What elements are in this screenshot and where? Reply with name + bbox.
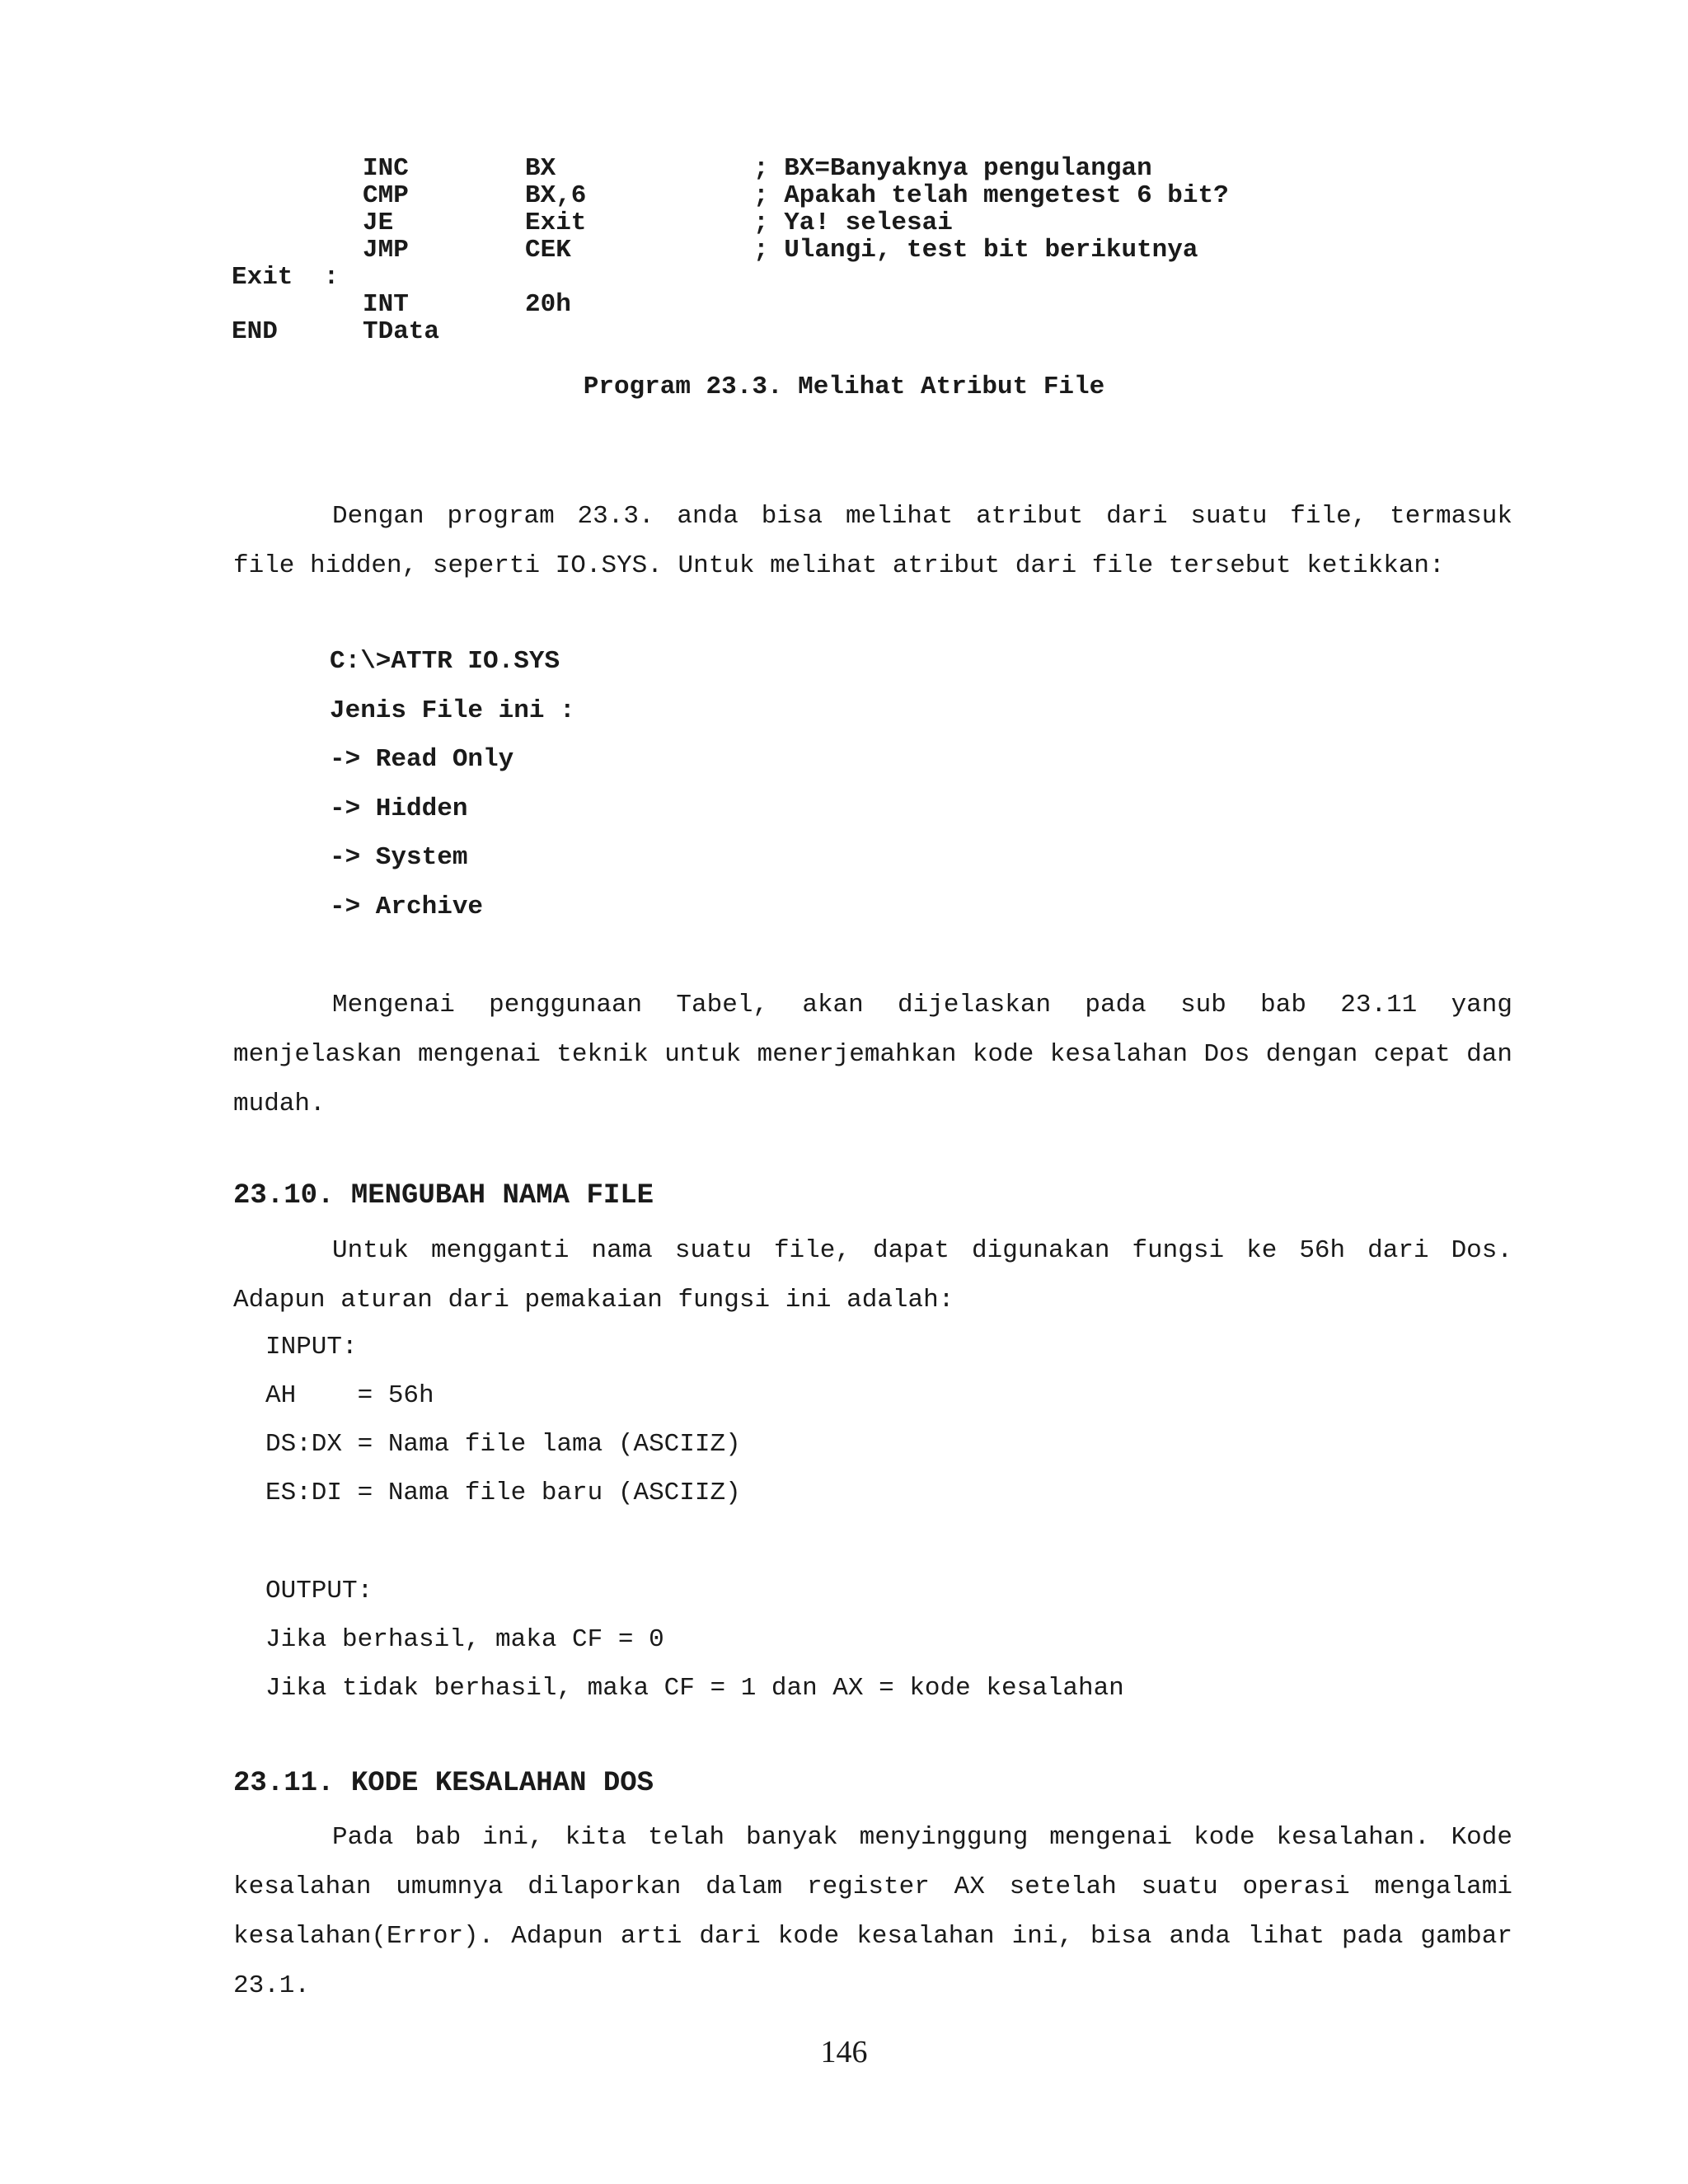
code-label: Exit : [232, 263, 340, 292]
paragraph-table-note [233, 981, 1512, 1129]
code-arg: BX,6 [525, 181, 587, 210]
paragraph-text: Dengan program 23.3. anda bisa melihat atribut dari suatu file, termasuk file hidden, seperti IO.SYS. Untuk melihat atribut dari file tersebut ketikkan: [233, 502, 1512, 580]
output-line: -> Hidden [330, 794, 468, 823]
input-line: AH = 56h [265, 1381, 434, 1410]
output-line: C:\>ATTR IO.SYS [330, 647, 560, 676]
paragraph-text: Pada bab ini, kita telah banyak menyinggung mengenai kode kesalahan. Kode kesalahan umumnya dilaporkan dalam register AX setelah suatu operasi mengalami kesalahan(Error). Adapun arti dari kode kesalahan ini, bisa anda lihat pada gambar 23.1. [233, 1823, 1512, 2000]
paragraph-attr-intro [233, 492, 1512, 591]
page-number: 146 [820, 2035, 868, 2069]
code-op: TData [363, 317, 440, 346]
code-arg: CEK [525, 236, 571, 265]
code-arg: Exit [525, 209, 587, 237]
output-line: Jenis File ini : [330, 696, 575, 725]
code-comment: ; Apakah telah mengetest 6 bit? [753, 181, 1229, 210]
input-line: DS:DX = Nama file lama (ASCIIZ) [265, 1430, 741, 1459]
output-rule-line: Jika tidak berhasil, maka CF = 1 dan AX = kode kesalahan [265, 1674, 1124, 1703]
section-heading-23-11: 23.11. KODE KESALAHAN DOS [233, 1768, 654, 1799]
code-label: END [232, 317, 278, 346]
code-arg: BX [525, 154, 556, 183]
code-comment: ; BX=Banyaknya pengulangan [753, 154, 1152, 183]
output-label: OUTPUT: [265, 1577, 373, 1605]
code-op: CMP [363, 181, 409, 210]
paragraph-error-codes [233, 1813, 1512, 2011]
paragraph-rename-intro [233, 1226, 1512, 1325]
code-comment: ; Ulangi, test bit berikutnya [753, 236, 1198, 265]
input-line: ES:DI = Nama file baru (ASCIIZ) [265, 1479, 741, 1507]
paragraph-text: Untuk mengganti nama suatu file, dapat digunakan fungsi ke 56h dari Dos. Adapun aturan dari pemakaian fungsi ini adalah: [233, 1236, 1512, 1315]
output-line: -> System [330, 843, 468, 872]
code-op: JE [363, 209, 394, 237]
section-heading-23-10: 23.10. MENGUBAH NAMA FILE [233, 1180, 654, 1212]
paragraph-text: Mengenai penggunaan Tabel, akan dijelaskan pada sub bab 23.11 yang menjelaskan mengenai teknik untuk menerjemahkan kode kesalahan Dos dengan cepat dan mudah. [233, 991, 1512, 1118]
input-label: INPUT: [265, 1333, 358, 1361]
code-op: INC [363, 154, 409, 183]
output-line: -> Read Only [330, 745, 514, 774]
code-op: INT [363, 290, 409, 319]
output-rule-line: Jika berhasil, maka CF = 0 [265, 1625, 664, 1654]
code-arg: 20h [525, 290, 571, 319]
program-caption: Program 23.3. Melihat Atribut File [583, 373, 1105, 401]
code-comment: ; Ya! selesai [753, 209, 953, 237]
code-op: JMP [363, 236, 409, 265]
output-line: -> Archive [330, 893, 484, 921]
